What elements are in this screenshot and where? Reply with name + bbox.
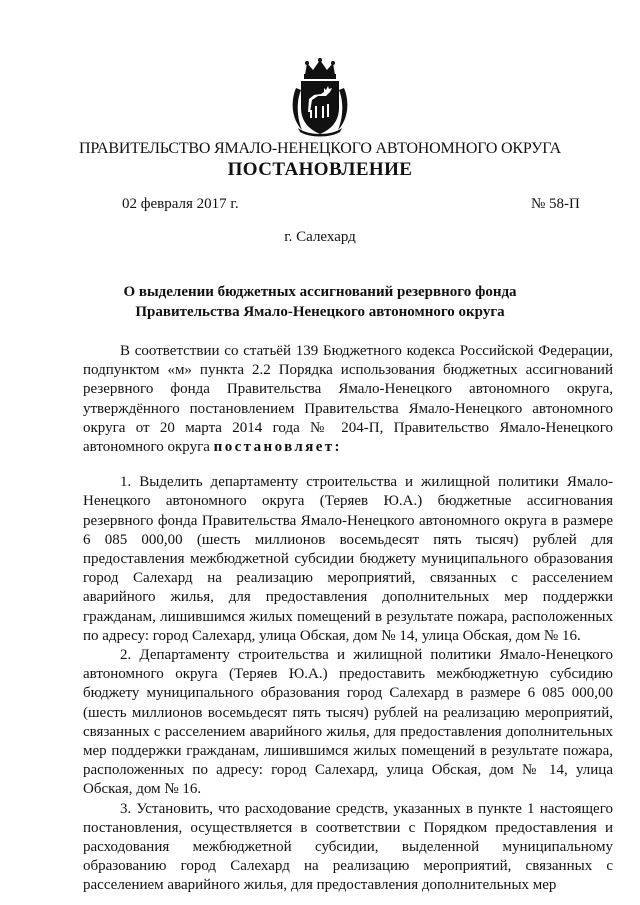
document-number: № 58-П <box>531 196 580 212</box>
government-name: ПРАВИТЕЛЬСТВО ЯМАЛО-НЕНЕЦКОГО АВТОНОМНОГО ОКРУГА <box>79 140 561 157</box>
preamble-paragraph <box>83 342 613 457</box>
subject-line-2: Правительства Ямало-Ненецкого автономного округа <box>135 304 505 320</box>
clause-1: 1. Выделить департаменту строительства и жилищной политики Ямало-Ненецкого автономного округа (Теряев Ю.А.) бюджетные ассигнования резервного фонда Правительства Ямало-Ненецкого автономного округа в размере 6 085 000,00 (шесть миллионов восемьдесят пять тысяч) рублей для предоставления межбюджетной субсидии бюджету муниципального образования город Салехард на реализацию мероприятий, связанных с расселением аварийного жилья, для предоставления дополнительных мер поддержки гражданам, лишившимся жилых помещений в результате пожара, расположенных по адресу: город Салехард, улица Обская, дом № 14, улица Обская, дом № 16. <box>83 474 613 644</box>
coat-of-arms-emblem <box>288 58 352 138</box>
clause-3: 3. Установить, что расходование средств, указанных в пункте 1 настоящего постановления, осуществляется в соответствии с Порядком предоставления и расходования межбюджетной субсидии, выделенной муниципальному образованию город Салехард на реализацию мероприятий, связанных с расселением аварийного жилья, для предоставления дополнительных мер <box>83 800 613 894</box>
preamble-text: В соответствии со статьёй 139 Бюджетного кодекса Российской Федерации, подпунктом «м» пункта 2.2 Порядка использования бюджетных ассигнований резервного фонда Правительства Ямало-Ненецкого автономного округа, утверждённого постановлением Правительства Ямало-Ненецкого автономного округа от 20 марта 2014 года № 204-П, Правительство Ямало-Ненецкого автономного округа <box>83 343 613 456</box>
document-date: 02 февраля 2017 г. <box>122 196 239 212</box>
clause-2: 2. Департаменту строительства и жилищной политики Ямало-Ненецкого автономного округа (Теряев Ю.А.) предоставить межбюджетную субсидию бюджету муниципального образования город Салехард в размере 6 085 000,00 (шесть миллионов восемьдесят пять тысяч) рублей на реализацию мероприятий, связанных с расселением аварийного жилья, для предоставления дополнительных мер поддержки гражданам, лишившимся жилых помещений в результате пожара, расположенных по адресу: город Салехард, улица Обская, дом № 14, улица Обская, дом № 16. <box>83 647 613 798</box>
document-type-title: ПОСТАНОВЛЕНИЕ <box>227 159 413 180</box>
document-subject <box>80 282 560 322</box>
resolves-word: постановляет: <box>213 439 342 456</box>
document-city: г. Салехард <box>284 229 356 245</box>
subject-line-1: О выделении бюджетных ассигнований резервного фонда <box>123 284 517 300</box>
document-body <box>83 342 613 896</box>
